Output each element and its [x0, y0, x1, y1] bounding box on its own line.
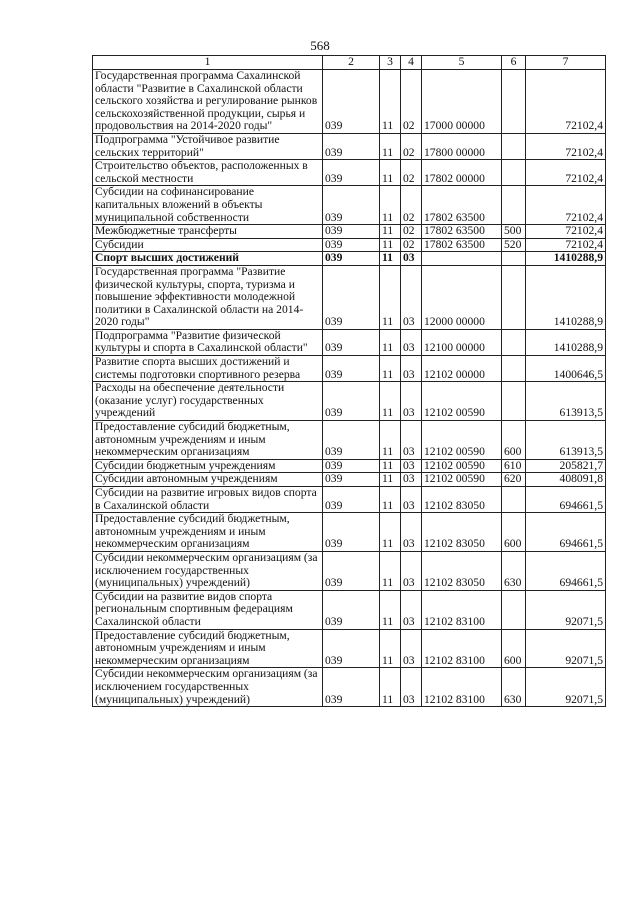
table-row — [93, 513, 606, 552]
row-target-article: 12102 83100 — [422, 668, 502, 707]
row-name: Субсидии некоммерческим организациям (за исключением государственных (муниципальных) учреждений) — [93, 551, 323, 590]
row-amount: 72102,4 — [526, 70, 606, 134]
table-row — [93, 473, 606, 487]
row-admin-code: 039 — [323, 186, 380, 225]
row-section: 11 — [380, 238, 401, 252]
row-target-article: 12102 00000 — [422, 356, 502, 382]
row-expense-type: 630 — [502, 551, 526, 590]
row-expense-type — [502, 133, 526, 159]
row-admin-code: 039 — [323, 382, 380, 421]
row-name: Субсидии автономным учреждениям — [93, 473, 323, 487]
row-section: 11 — [380, 382, 401, 421]
row-name: Расходы на обеспечение деятельности (оказание услуг) государственных учреждений — [93, 382, 323, 421]
budget-table — [92, 55, 606, 707]
row-expense-type: 610 — [502, 459, 526, 473]
row-name: Предоставление субсидий бюджетным, автономным учреждениям и иным некоммерческим организациям — [93, 421, 323, 460]
row-section: 11 — [380, 329, 401, 355]
row-expense-type — [502, 590, 526, 629]
row-section: 11 — [380, 252, 401, 266]
table-row — [93, 551, 606, 590]
row-target-article: 17802 00000 — [422, 160, 502, 186]
row-admin-code: 039 — [323, 133, 380, 159]
row-admin-code: 039 — [323, 590, 380, 629]
row-target-article: 17000 00000 — [422, 70, 502, 134]
row-target-article: 17802 63500 — [422, 238, 502, 252]
row-subsection: 03 — [401, 329, 422, 355]
row-subsection: 02 — [401, 238, 422, 252]
row-expense-type: 600 — [502, 513, 526, 552]
header-col-1: 1 — [93, 56, 323, 70]
row-subsection: 03 — [401, 487, 422, 513]
row-admin-code: 039 — [323, 459, 380, 473]
table-row — [93, 160, 606, 186]
table-row — [93, 487, 606, 513]
row-target-article: 17802 63500 — [422, 225, 502, 239]
row-expense-type — [502, 160, 526, 186]
row-amount: 694661,5 — [526, 513, 606, 552]
row-section: 11 — [380, 186, 401, 225]
row-name: Предоставление субсидий бюджетным, автономным учреждениям и иным некоммерческим организациям — [93, 629, 323, 668]
row-name: Субсидии на развитие видов спорта региональным спортивным федерациям Сахалинской области — [93, 590, 323, 629]
row-amount: 72102,4 — [526, 238, 606, 252]
row-subsection: 02 — [401, 225, 422, 239]
row-subsection: 03 — [401, 590, 422, 629]
row-target-article: 12102 83050 — [422, 551, 502, 590]
row-subsection: 03 — [401, 668, 422, 707]
row-expense-type: 500 — [502, 225, 526, 239]
header-col-5: 5 — [422, 56, 502, 70]
row-expense-type — [502, 265, 526, 329]
row-amount: 92071,5 — [526, 590, 606, 629]
table-row — [93, 356, 606, 382]
row-subsection: 03 — [401, 382, 422, 421]
row-expense-type — [502, 329, 526, 355]
row-expense-type — [502, 252, 526, 266]
row-admin-code: 039 — [323, 668, 380, 707]
row-amount: 694661,5 — [526, 487, 606, 513]
row-target-article: 12102 83100 — [422, 629, 502, 668]
row-target-article: 12102 00590 — [422, 473, 502, 487]
row-expense-type — [502, 70, 526, 134]
row-section: 11 — [380, 513, 401, 552]
row-expense-type — [502, 487, 526, 513]
header-col-7: 7 — [526, 56, 606, 70]
row-target-article: 12100 00000 — [422, 329, 502, 355]
row-section: 11 — [380, 356, 401, 382]
row-section: 11 — [380, 133, 401, 159]
row-subsection: 03 — [401, 473, 422, 487]
row-subsection: 03 — [401, 459, 422, 473]
row-admin-code: 039 — [323, 473, 380, 487]
row-name: Подпрограмма "Устойчивое развитие сельских территорий" — [93, 133, 323, 159]
row-name: Субсидии на развитие игровых видов спорта в Сахалинской области — [93, 487, 323, 513]
row-admin-code: 039 — [323, 225, 380, 239]
row-amount: 92071,5 — [526, 668, 606, 707]
row-amount: 205821,7 — [526, 459, 606, 473]
row-subsection: 02 — [401, 186, 422, 225]
table-row — [93, 252, 606, 266]
row-subsection: 03 — [401, 252, 422, 266]
header-col-2: 2 — [323, 56, 380, 70]
table-row — [93, 421, 606, 460]
row-amount: 72102,4 — [526, 186, 606, 225]
row-admin-code: 039 — [323, 252, 380, 266]
row-expense-type — [502, 356, 526, 382]
row-section: 11 — [380, 668, 401, 707]
row-amount: 408091,8 — [526, 473, 606, 487]
row-target-article: 12102 83050 — [422, 487, 502, 513]
header-row — [93, 56, 606, 70]
row-subsection: 03 — [401, 356, 422, 382]
row-name: Государственная программа Сахалинской области "Развитие в Сахалинской области сельского хозяйства и регулирование рынков сельскохозяйственной продукции, сырья и продовольствия на 2014-2020 годы" — [93, 70, 323, 134]
header-col-3: 3 — [380, 56, 401, 70]
row-subsection: 03 — [401, 551, 422, 590]
row-admin-code: 039 — [323, 265, 380, 329]
table-row — [93, 133, 606, 159]
table-row — [93, 459, 606, 473]
row-admin-code: 039 — [323, 70, 380, 134]
row-admin-code: 039 — [323, 551, 380, 590]
row-subsection: 02 — [401, 160, 422, 186]
row-name: Государственная программа "Развитие физической культуры, спорта, туризма и повышение эффективности молодежной политики в Сахалинской области на 2014-2020 годы" — [93, 265, 323, 329]
row-target-article — [422, 252, 502, 266]
row-subsection: 02 — [401, 133, 422, 159]
row-admin-code: 039 — [323, 356, 380, 382]
row-amount: 1400646,5 — [526, 356, 606, 382]
row-name: Подпрограмма "Развитие физической культуры и спорта в Сахалинской области" — [93, 329, 323, 355]
row-target-article: 12102 83050 — [422, 513, 502, 552]
table-row — [93, 265, 606, 329]
row-name: Спорт высших достижений — [93, 252, 323, 266]
table-row — [93, 238, 606, 252]
row-amount: 72102,4 — [526, 160, 606, 186]
header-col-6: 6 — [502, 56, 526, 70]
row-admin-code: 039 — [323, 160, 380, 186]
row-admin-code: 039 — [323, 329, 380, 355]
row-amount: 92071,5 — [526, 629, 606, 668]
table-row — [93, 329, 606, 355]
row-expense-type: 520 — [502, 238, 526, 252]
page-number: 568 — [310, 38, 330, 53]
row-amount: 694661,5 — [526, 551, 606, 590]
row-subsection: 03 — [401, 513, 422, 552]
row-section: 11 — [380, 160, 401, 186]
row-amount: 1410288,9 — [526, 265, 606, 329]
table-row — [93, 382, 606, 421]
row-section: 11 — [380, 487, 401, 513]
row-section: 11 — [380, 70, 401, 134]
row-expense-type: 620 — [502, 473, 526, 487]
row-admin-code: 039 — [323, 238, 380, 252]
row-target-article: 12102 00590 — [422, 459, 502, 473]
table-row — [93, 629, 606, 668]
row-target-article: 12102 00590 — [422, 421, 502, 460]
row-admin-code: 039 — [323, 421, 380, 460]
row-section: 11 — [380, 265, 401, 329]
row-admin-code: 039 — [323, 629, 380, 668]
row-subsection: 03 — [401, 629, 422, 668]
row-target-article: 17800 00000 — [422, 133, 502, 159]
row-amount: 613913,5 — [526, 421, 606, 460]
row-name: Субсидии бюджетным учреждениям — [93, 459, 323, 473]
table-row — [93, 225, 606, 239]
row-amount: 1410288,9 — [526, 252, 606, 266]
row-section: 11 — [380, 225, 401, 239]
row-name: Межбюджетные трансферты — [93, 225, 323, 239]
row-expense-type — [502, 186, 526, 225]
header-col-4: 4 — [401, 56, 422, 70]
row-target-article: 17802 63500 — [422, 186, 502, 225]
row-expense-type — [502, 382, 526, 421]
table-row — [93, 590, 606, 629]
row-admin-code: 039 — [323, 513, 380, 552]
row-name: Строительство объектов, расположенных в сельской местности — [93, 160, 323, 186]
table-row — [93, 70, 606, 134]
row-amount: 613913,5 — [526, 382, 606, 421]
row-target-article: 12102 83100 — [422, 590, 502, 629]
row-amount: 72102,4 — [526, 225, 606, 239]
row-section: 11 — [380, 551, 401, 590]
row-section: 11 — [380, 459, 401, 473]
row-name: Субсидии на софинансирование капитальных вложений в объекты муниципальной собственности — [93, 186, 323, 225]
row-name: Субсидии — [93, 238, 323, 252]
row-name: Развитие спорта высших достижений и системы подготовки спортивного резерва — [93, 356, 323, 382]
row-target-article: 12000 00000 — [422, 265, 502, 329]
row-amount: 72102,4 — [526, 133, 606, 159]
table-row — [93, 186, 606, 225]
row-name: Предоставление субсидий бюджетным, автономным учреждениям и иным некоммерческим организациям — [93, 513, 323, 552]
table-row — [93, 668, 606, 707]
row-subsection: 03 — [401, 421, 422, 460]
row-target-article: 12102 00590 — [422, 382, 502, 421]
row-section: 11 — [380, 421, 401, 460]
row-expense-type: 600 — [502, 421, 526, 460]
row-expense-type: 630 — [502, 668, 526, 707]
row-section: 11 — [380, 590, 401, 629]
row-subsection: 03 — [401, 265, 422, 329]
row-admin-code: 039 — [323, 487, 380, 513]
row-section: 11 — [380, 473, 401, 487]
row-amount: 1410288,9 — [526, 329, 606, 355]
row-name: Субсидии некоммерческим организациям (за исключением государственных (муниципальных) учреждений) — [93, 668, 323, 707]
row-expense-type: 600 — [502, 629, 526, 668]
row-section: 11 — [380, 629, 401, 668]
row-subsection: 02 — [401, 70, 422, 134]
